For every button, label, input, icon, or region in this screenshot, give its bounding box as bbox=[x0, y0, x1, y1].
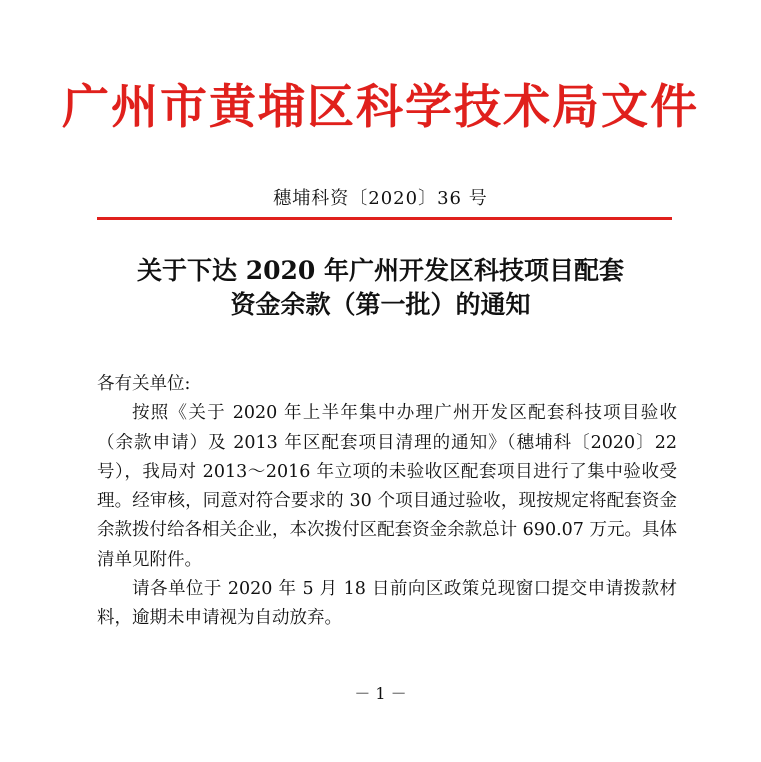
document-number: 穗埔科资〔2020〕36 号 bbox=[273, 188, 488, 209]
document-title bbox=[0, 254, 761, 322]
body-paragraph-1: 按照《关于 2020 年上半年集中办理广州开发区配套科技项目验收（余款申请）及 2013 年区配套项目清理的通知》（穗埔科〔2020〕22 号），我局对 2013～2016 年立项的未验收区配套项目进行了集中验收受理。经审核，同意对符合要求的 30 个项目通过验收，现按规定将配套资金余款拨付给各相关企业，本次拨付区配套资金余款总计 690.07 万元。具体清单见附件。 bbox=[97, 403, 677, 570]
document-title-line-2: 资金余款（第一批）的通知 bbox=[230, 290, 531, 319]
salutation: 各有关单位: bbox=[97, 374, 191, 394]
page-number: － 1 － bbox=[354, 684, 407, 703]
document-body bbox=[97, 370, 677, 634]
document-title-line-1: 关于下达 2020 年广州开发区科技项目配套 bbox=[137, 256, 624, 285]
red-divider-line bbox=[97, 217, 672, 220]
body-paragraph-2: 请各单位于 2020 年 5 月 18 日前向区政策兑现窗口提交申请拨款材料，逾期未申请视为自动放弃。 bbox=[97, 579, 677, 629]
issuer-masthead: 广州市黄埔区科学技术局文件 bbox=[62, 80, 699, 135]
